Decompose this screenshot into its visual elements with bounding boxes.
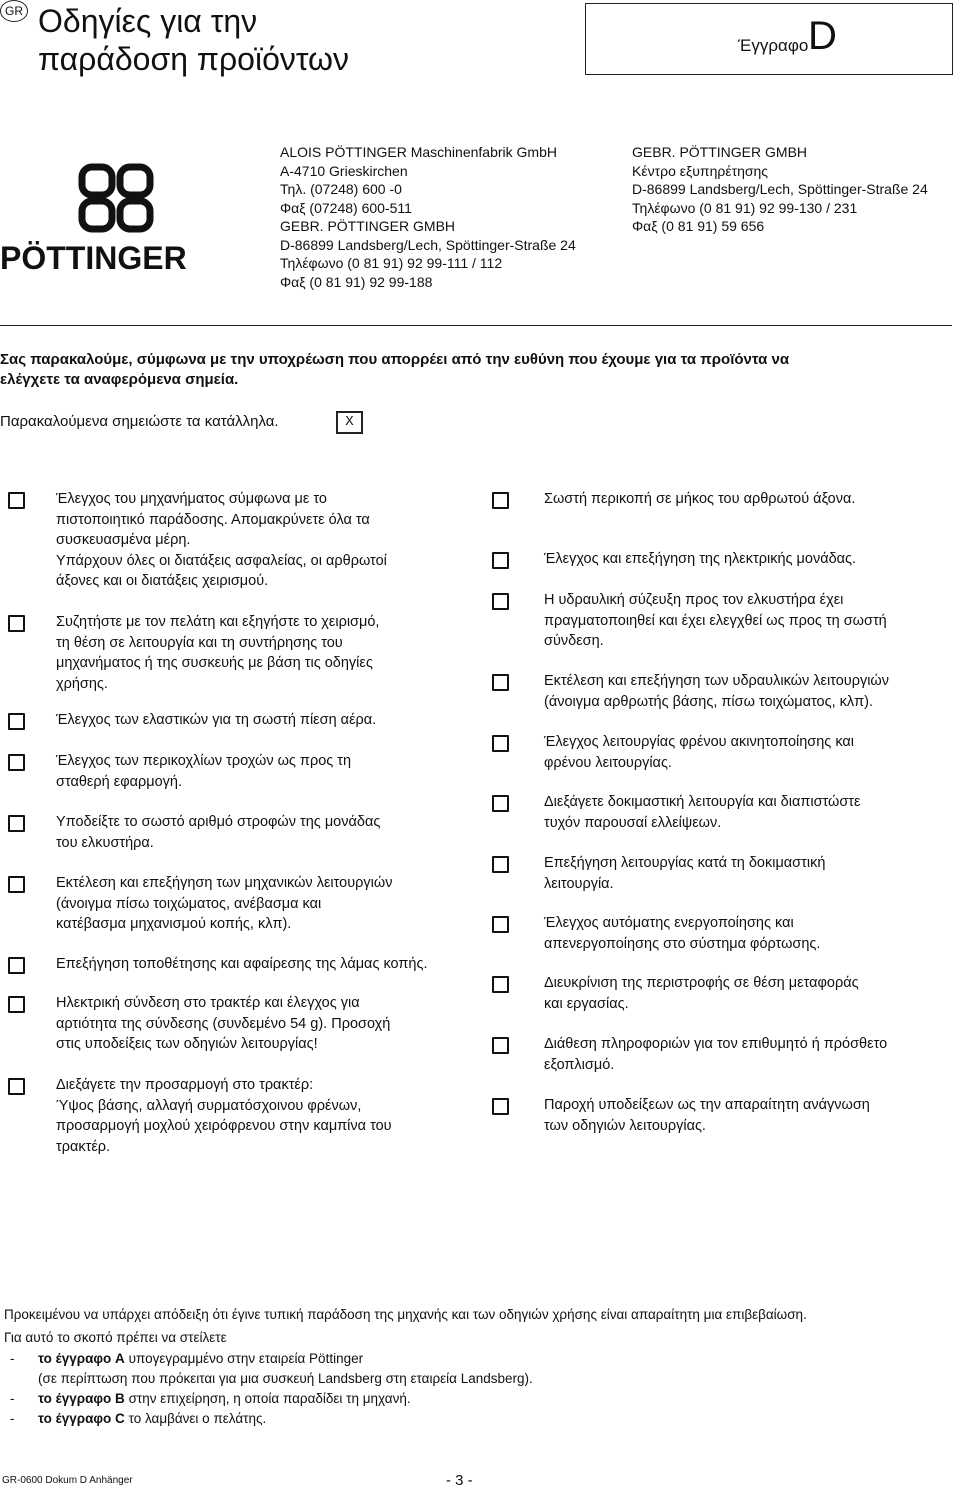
checkbox[interactable] [492, 593, 509, 610]
checklist-item-line: Διάθεση πληροφοριών για τον επιθυμητό ή πρόσθετο [544, 1036, 888, 1052]
checkbox[interactable] [492, 1037, 509, 1054]
checklist-item-line: σύνδεση. [544, 633, 604, 649]
checklist-item-line: Επεξήγηση τοποθέτησης και αφαίρεσης της λάμας κοπής. [56, 956, 428, 972]
checklist-item-line: απενεργοποίησης στο σύστημα φόρτωσης. [544, 935, 821, 952]
checklist-item-text [544, 853, 825, 894]
checklist-item-line: Έλεγχος των περικοχλίων τροχών ως προς τη [56, 753, 352, 769]
checklist-item-line: και εργασίας. [544, 995, 629, 1012]
intro-line-2: ελέγχετε τα αναφερόμενα σημεία. [0, 371, 239, 388]
address-line: Κέντρο εξυπηρέτησης [632, 162, 769, 179]
checklist-item-line: χρήσης. [56, 675, 108, 692]
address-line: Τηλ. (07248) 600 -0 [280, 181, 402, 197]
bullet-a-text: υπογεγραμμένο στην εταιρεία Pöttinger [124, 1351, 364, 1366]
checklist-item-line: Ύψος βάσης, αλλαγή συρματόσχοινου φρένων, [56, 1097, 362, 1114]
checklist-item-line: συσκευασμένα μέρη. [56, 532, 191, 548]
checklist-item-text [544, 1095, 870, 1136]
checklist-item-line: τυχόν παρουσαί ελλείψεων. [544, 814, 722, 831]
checklist-item-line: Υποδείξτε το σωστό αριθμό στροφών της μονάδας [56, 814, 381, 830]
checklist-item-text [544, 732, 854, 773]
address-line: D-86899 Landsberg/Lech, Spöttinger-Straße 24 [632, 181, 928, 197]
checkbox[interactable] [492, 976, 509, 993]
checklist-item-text [56, 954, 427, 975]
checkbox[interactable] [492, 916, 509, 933]
checklist-item-line: (άνοιγμα αρθρωτής βάσης, πίσω τοιχώματος, κλπ). [544, 693, 874, 710]
checklist-item-line: Διεξάγετε την προσαρμογή στο τρακτέρ: [56, 1077, 314, 1093]
checkbox[interactable] [8, 815, 25, 832]
intro-line-1: Σας παρακαλούμε, σύμφωνα με την υποχρέωση που απορρέει από την ευθύνη που έχουμε για τα προϊόντα να [0, 351, 790, 368]
checklist-item-line: σταθερή εφαρμογή. [56, 773, 182, 790]
title-line-1: Οδηγίες για την [38, 3, 258, 39]
document-label: Έγγραφο [738, 36, 809, 55]
checklist-item-line: λειτουργία. [544, 875, 614, 892]
footer-instruction: Για αυτό το σκοπό πρέπει να στείλετε [4, 1330, 227, 1345]
checklist-item-line: στις υποδείξεις των οδηγιών λειτουργίας! [56, 1036, 318, 1052]
document-code: GR-0600 Dokum D Anhänger [2, 1475, 133, 1486]
checklist-item-line: Εκτέλεση και επεξήγηση των υδραυλικών λειτουργιών [544, 673, 889, 689]
checklist-item-line: αρτιότητα της σύνδεσης (συνδεμένο 54 g). Προσοχή [56, 1015, 391, 1032]
checklist-item-text [56, 993, 390, 1055]
checklist-item-line: Διεξάγετε δοκιμαστική λειτουργία και διαπιστώστε [544, 794, 861, 810]
checkbox[interactable] [492, 1098, 509, 1115]
bullet-dash: - [10, 1411, 15, 1426]
checkbox[interactable] [492, 492, 509, 509]
footer-confirmation: Προκειμένου να υπάρχει απόδειξη ότι έγινε τυπική παράδοση της μηχανής και των οδηγιών χρήσης είναι απαραίτητη μια επιβεβαίωση. [4, 1307, 807, 1322]
address-line: ALOIS PÖTTINGER Maschinenfabrik GmbH [280, 144, 557, 160]
address-line: Φαξ (0 81 91) 92 99-188 [280, 273, 433, 290]
checklist-item-line: Έλεγχος αυτόματης ενεργοποίησης και [544, 915, 794, 931]
checkbox[interactable] [492, 735, 509, 752]
address-line: Τηλέφωνο (0 81 91) 92 99-130 / 231 [632, 199, 858, 216]
checklist-item-line: κατέβασμα μηχανισμού κοπής, κλπ). [56, 916, 292, 932]
address-line: D-86899 Landsberg/Lech, Spöttinger-Straße 24 [280, 236, 576, 253]
checklist-item-line: τρακτέρ. [56, 1138, 111, 1155]
logo-wordmark: PÖTTINGER [0, 240, 187, 276]
checklist-item-text [544, 792, 861, 833]
checklist-item-line: Υπάρχουν όλες οι διατάξεις ασφαλείας, οι αρθρωτοί [56, 552, 387, 569]
checklist-item-text [544, 913, 820, 954]
address-line: A-4710 Grieskirchen [280, 162, 408, 179]
bullet-document-b [38, 1389, 411, 1409]
address-right [632, 143, 928, 236]
page-number: - 3 - [446, 1472, 473, 1489]
title-line-2: παράδοση προϊόντων [38, 41, 350, 77]
checklist-item-line: φρένου λειτουργίας. [544, 754, 672, 771]
checkbox[interactable] [8, 492, 25, 509]
checklist-item-line: (άνοιγμα πίσω τοιχώματος, ανέβασμα και [56, 895, 322, 912]
checklist-item-line: Η υδραυλική σύζευξη προς τον ελκυστήρα έχει [544, 592, 844, 608]
bullet-b-bold: το έγγραφο B [38, 1391, 125, 1406]
checklist-item-line: Συζητήστε με τον πελάτη και εξηγήστε το χειρισμό, [56, 614, 380, 630]
checkbox[interactable] [8, 1078, 25, 1095]
bullet-document-c [38, 1409, 266, 1429]
bullet-a-subnote: (σε περίπτωση που πρόκειται για μια συσκευή Landsberg στη εταιρεία Landsberg). [38, 1371, 533, 1386]
checklist-item-text [56, 873, 392, 935]
logo-mark-icon [0, 163, 232, 235]
checklist-item-line: μηχανήματος ή της συσκευής με βάση τις οδηγίες [56, 655, 373, 671]
checklist-item-line: Εκτέλεση και επεξήγηση των μηχανικών λειτουργιών [56, 875, 393, 891]
checklist-item-text [544, 489, 855, 510]
checklist-item-line: Έλεγχος των ελαστικών για τη σωστή πίεση αέρα. [56, 712, 377, 728]
bullet-c-bold: το έγγραφο C [38, 1411, 125, 1426]
checklist-item-line: του ελκυστήρα. [56, 834, 154, 851]
checklist-item-text [56, 1075, 392, 1157]
bullet-c-text: το λαμβάνει ο πελάτης. [124, 1411, 267, 1426]
example-checkmark-box: X [336, 411, 363, 434]
checkbox[interactable] [8, 615, 25, 632]
checklist-item-text [544, 973, 859, 1014]
checklist-item-line: τη θέση σε λειτουργία και τη συντήρησης του [56, 634, 343, 651]
checklist-item-text [56, 489, 387, 592]
checklist-item-line: πιστοποιητικό παράδοσης. Απομακρύνετε όλα τα [56, 511, 370, 528]
checklist-item-line: Διευκρίνιση της περιστροφής σε θέση μεταφοράς [544, 975, 859, 991]
checkbox[interactable] [8, 754, 25, 771]
checklist-item-line: Ηλεκτρική σύνδεση στο τρακτέρ και έλεγχος για [56, 995, 360, 1011]
bullet-dash: - [10, 1351, 15, 1366]
checklist-item-line: Επεξήγηση λειτουργίας κατά τη δοκιμαστική [544, 855, 826, 871]
checklist-item-line: προσαρμογή μοχλού χειρόφρενου στην καμπίνα του [56, 1118, 392, 1134]
checklist-item-line: Παροχή υποδείξεων ως την απαραίτητη ανάγνωση [544, 1097, 870, 1113]
address-line: GEBR. PÖTTINGER GMBH [632, 144, 808, 160]
address-line: Φαξ (0 81 91) 59 656 [632, 218, 765, 234]
checkbox[interactable] [492, 795, 509, 812]
checkbox[interactable] [492, 552, 509, 569]
intro-text [0, 350, 958, 390]
bullet-document-a [38, 1349, 363, 1369]
checklist-item-text [544, 1034, 887, 1075]
checklist-item-text [544, 671, 889, 712]
checklist-item-text [56, 812, 380, 853]
document-box [585, 3, 953, 75]
checklist-item-line: εξοπλισμό. [544, 1056, 615, 1073]
address-left [280, 143, 576, 291]
company-logo [0, 163, 232, 275]
bullet-a-bold: το έγγραφο A [38, 1351, 125, 1366]
checklist-item-line: Σωστή περικοπή σε μήκος του αρθρωτού άξονα. [544, 491, 856, 507]
checklist-item-line: άξονες και οι διατάξεις χειρισμού. [56, 573, 269, 589]
instruction-note: Παρακαλούμενα σημειώστε τα κατάλληλα. [0, 413, 279, 430]
checkbox[interactable] [8, 876, 25, 893]
checklist-item-text [56, 751, 351, 792]
checkbox[interactable] [8, 996, 25, 1013]
checklist-item-line: Έλεγχος και επεξήγηση της ηλεκτρικής μονάδας. [544, 551, 857, 567]
address-line: Φαξ (07248) 600-511 [280, 199, 412, 216]
checklist-item-text [544, 590, 887, 652]
checklist-item-text [56, 612, 379, 694]
document-letter: D [808, 14, 837, 58]
checklist-item-line: Έλεγχος λειτουργίας φρένου ακινητοποίησης και [544, 734, 855, 750]
bullet-b-text: στην επιχείρηση, η οποία παραδίδει τη μηχανή. [124, 1391, 411, 1406]
checklist-item-line: των οδηγιών λειτουργίας. [544, 1117, 706, 1134]
checkbox[interactable] [492, 856, 509, 873]
checklist-item-line: πραγματοποιηθεί και έχει ελεγχθεί ως προς τη σωστή [544, 612, 887, 629]
checkbox[interactable] [492, 674, 509, 691]
checkbox[interactable] [8, 957, 25, 974]
divider [0, 325, 952, 326]
bullet-dash: - [10, 1391, 15, 1406]
checklist-item-text [544, 549, 856, 570]
checkbox[interactable] [8, 713, 25, 730]
page-title [38, 2, 349, 78]
address-line: GEBR. PÖTTINGER GMBH [280, 218, 456, 234]
checklist-item-line: Έλεγχος του μηχανήματος σύμφωνα με το [56, 491, 327, 507]
language-badge: GR [0, 0, 28, 22]
checklist-item-text [56, 710, 376, 731]
address-line: Τηλέφωνο (0 81 91) 92 99-111 / 112 [280, 255, 503, 271]
